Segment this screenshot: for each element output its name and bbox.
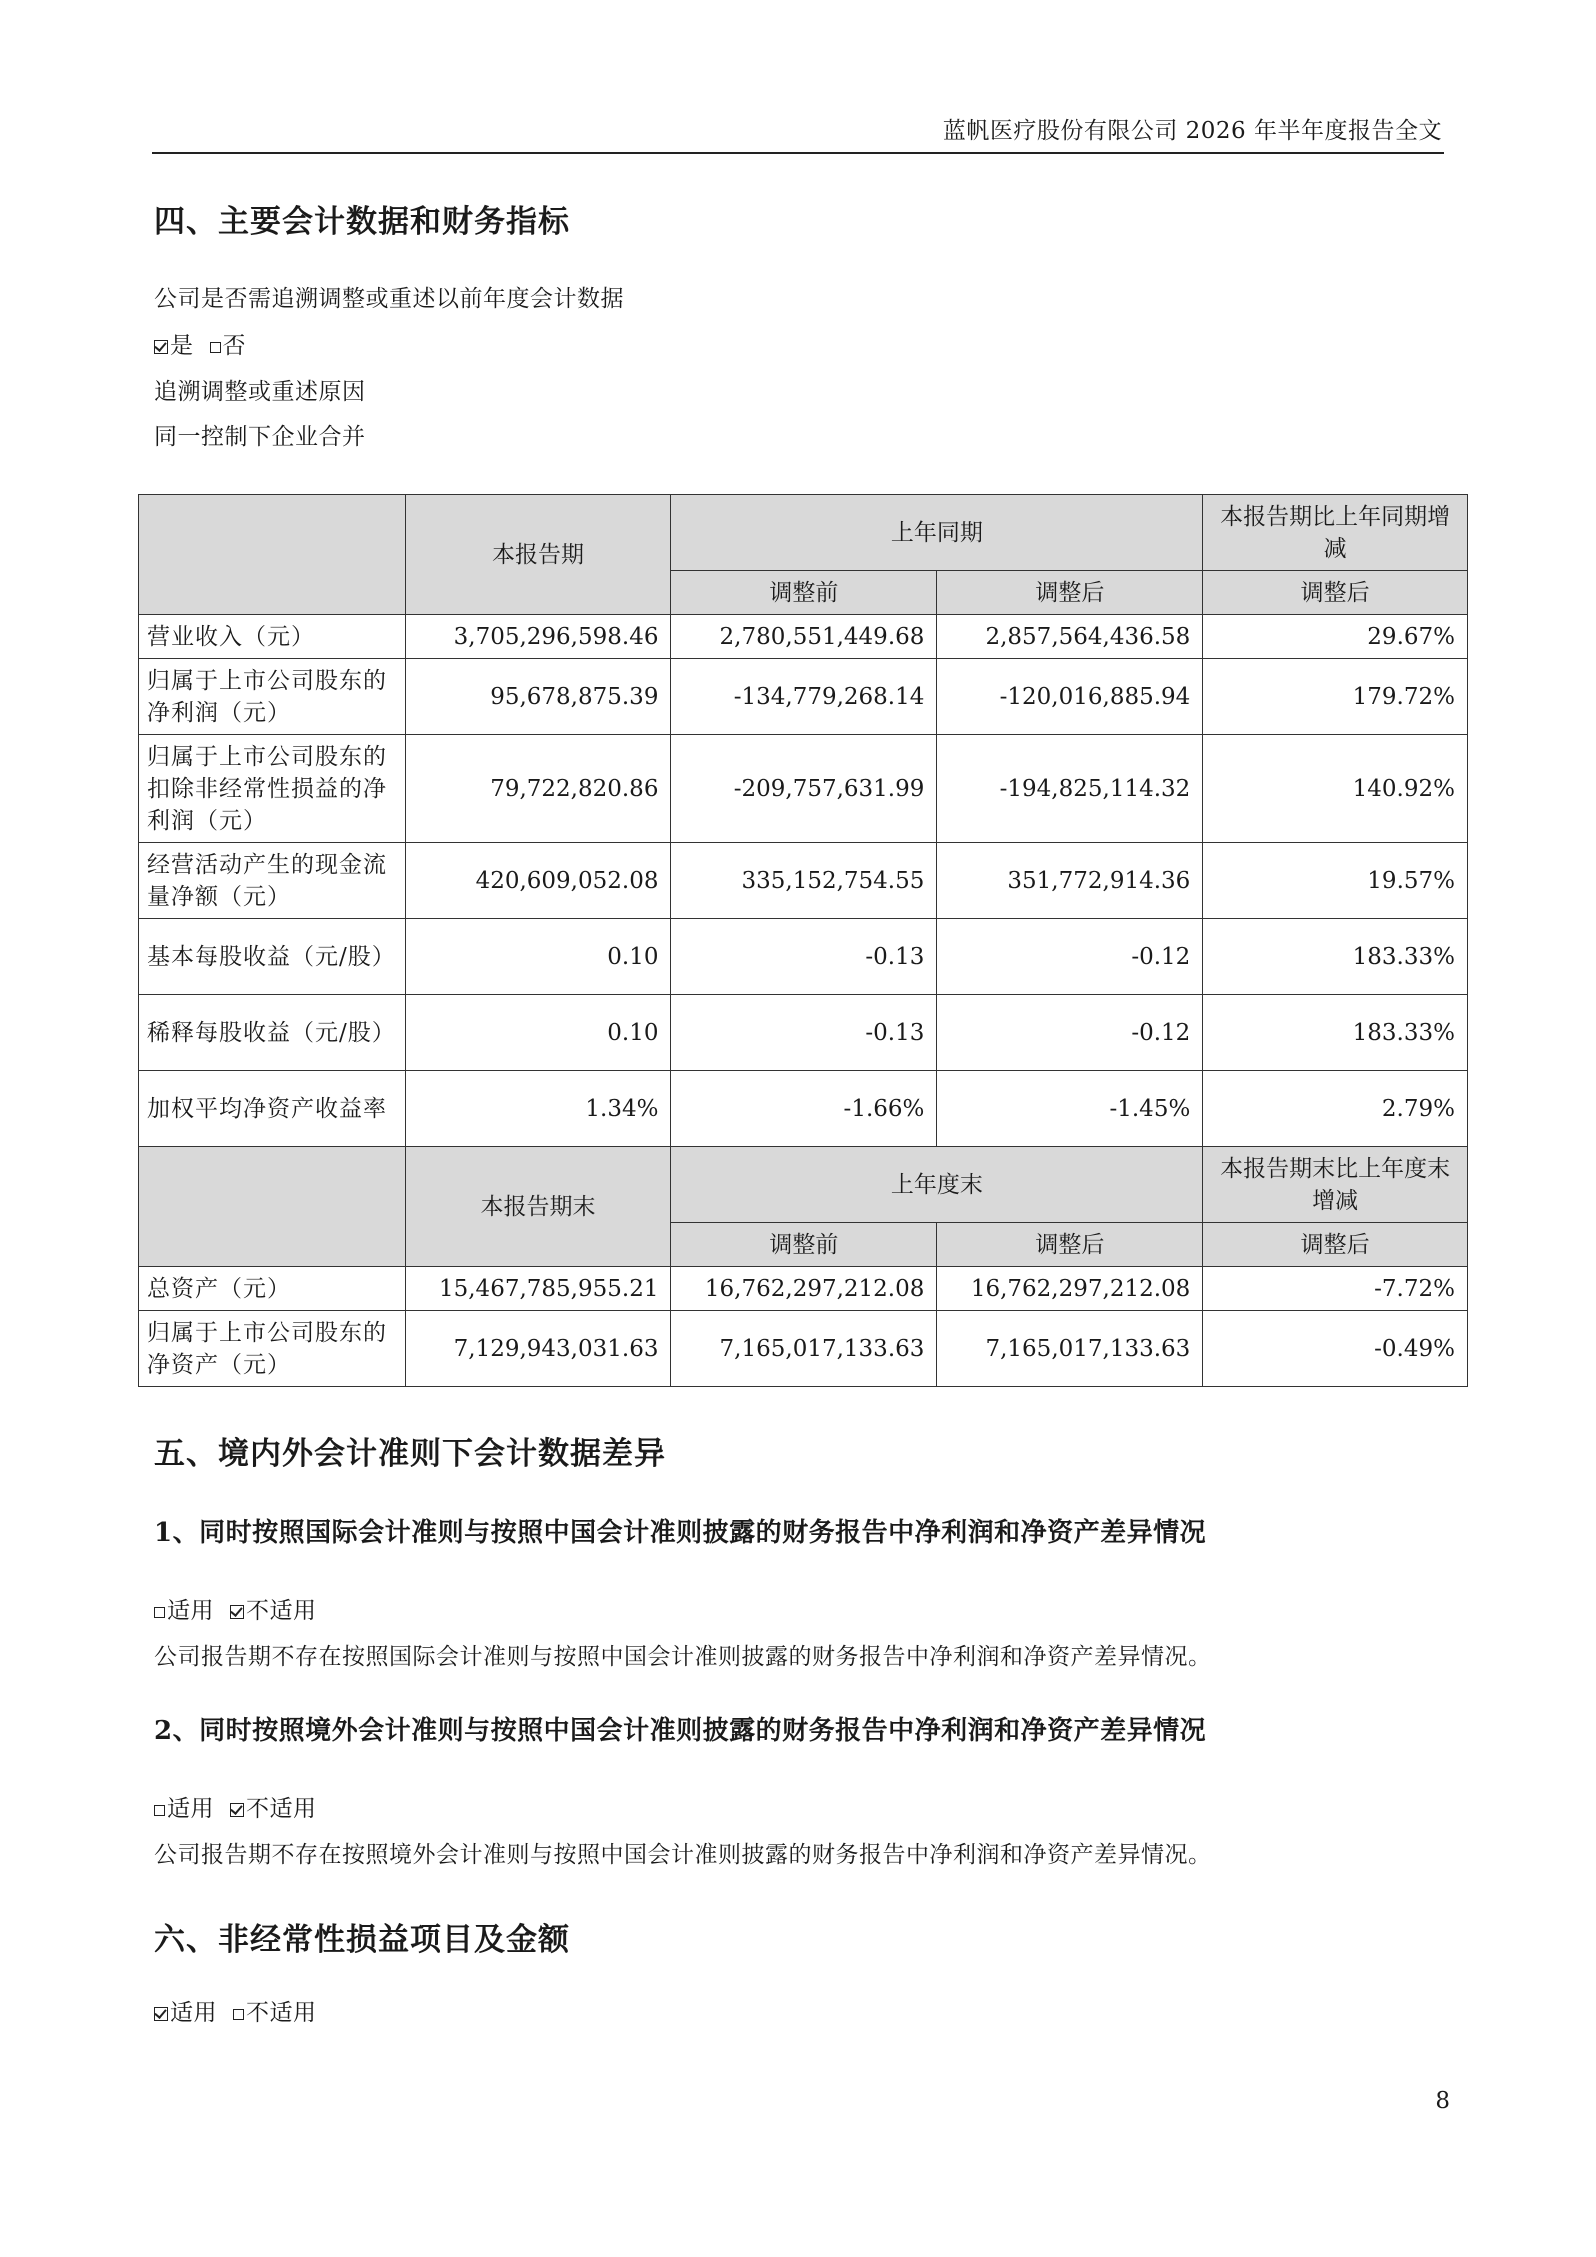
row-label: 经营活动产生的现金流量净额（元）	[139, 843, 406, 919]
cell-before: -134,779,268.14	[671, 659, 937, 735]
cell-current: 3,705,296,598.46	[405, 615, 671, 659]
checkbox-checked-icon	[154, 2007, 168, 2021]
row-label: 总资产（元）	[139, 1267, 406, 1311]
cell-change: 29.67%	[1203, 615, 1468, 659]
cell-current: 95,678,875.39	[405, 659, 671, 735]
cell-before: 16,762,297,212.08	[671, 1267, 937, 1311]
table-row	[139, 1311, 1468, 1387]
cell-change: 183.33%	[1203, 995, 1468, 1071]
page-number: 8	[1435, 2088, 1450, 2114]
sub2-statement: 公司报告期不存在按照境外会计准则与按照中国会计准则披露的财务报告中净利润和净资产差异情况。	[154, 1842, 1212, 1868]
header-change-after-adjustment: 调整后	[1203, 1223, 1468, 1267]
header-prior-year-end: 上年度末	[671, 1147, 1203, 1223]
section6-options	[154, 1994, 333, 2027]
cell-before: 2,780,551,449.68	[671, 615, 937, 659]
checkbox-checked-icon	[230, 1803, 244, 1817]
table-row	[139, 659, 1468, 735]
header-blank-cell	[139, 495, 406, 615]
table-row	[139, 843, 1468, 919]
restatement-question: 公司是否需追溯调整或重述以前年度会计数据	[154, 286, 624, 312]
section5-heading: 五、境内外会计准则下会计数据差异	[154, 1436, 666, 1472]
header-after-adjustment: 调整后	[937, 1223, 1203, 1267]
section6-heading: 六、非经常性损益项目及金额	[154, 1922, 570, 1958]
row-label: 归属于上市公司股东的净资产（元）	[139, 1311, 406, 1387]
option-not-applicable: 不适用	[233, 2000, 317, 2026]
cell-after: 2,857,564,436.58	[937, 615, 1203, 659]
cell-after: 7,165,017,133.63	[937, 1311, 1203, 1387]
cell-change: 179.72%	[1203, 659, 1468, 735]
cell-current: 15,467,785,955.21	[405, 1267, 671, 1311]
cell-before: -0.13	[671, 995, 937, 1071]
option-yes: 是	[154, 333, 194, 359]
section5-sub1-heading: 1、同时按照国际会计准则与按照中国会计准则披露的财务报告中净利润和净资产差异情况	[154, 1518, 1207, 1548]
cell-change: 183.33%	[1203, 919, 1468, 995]
checkbox-empty-icon	[233, 2009, 244, 2020]
cell-after: 16,762,297,212.08	[937, 1267, 1203, 1311]
cell-current: 0.10	[405, 919, 671, 995]
header-period-end: 本报告期末	[405, 1147, 671, 1267]
table-row	[139, 735, 1468, 843]
cell-after: -120,016,885.94	[937, 659, 1203, 735]
option-applicable: 适用	[154, 1796, 214, 1822]
header-before-adjustment: 调整前	[671, 1223, 937, 1267]
table-row	[139, 1267, 1468, 1311]
option-applicable: 适用	[154, 1598, 214, 1624]
checkbox-empty-icon	[154, 1805, 165, 1816]
cell-change: 19.57%	[1203, 843, 1468, 919]
table-row	[139, 1071, 1468, 1147]
header-before-adjustment: 调整前	[671, 571, 937, 615]
sub1-statement: 公司报告期不存在按照国际会计准则与按照中国会计准则披露的财务报告中净利润和净资产差异情况。	[154, 1644, 1212, 1670]
cell-current: 1.34%	[405, 1071, 671, 1147]
cell-current: 420,609,052.08	[405, 843, 671, 919]
sub2-options	[154, 1790, 333, 1823]
cell-current: 79,722,820.86	[405, 735, 671, 843]
cell-before: 335,152,754.55	[671, 843, 937, 919]
row-label: 稀释每股收益（元/股）	[139, 995, 406, 1071]
header-change: 本报告期比上年同期增减	[1203, 495, 1468, 571]
cell-change: 140.92%	[1203, 735, 1468, 843]
checkbox-empty-icon	[210, 342, 221, 353]
header-change: 本报告期末比上年度末增减	[1203, 1147, 1468, 1223]
table-row	[139, 995, 1468, 1071]
header-change-after-adjustment: 调整后	[1203, 571, 1468, 615]
cell-before: 7,165,017,133.63	[671, 1311, 937, 1387]
row-label: 基本每股收益（元/股）	[139, 919, 406, 995]
cell-change: 2.79%	[1203, 1071, 1468, 1147]
option-not-applicable: 不适用	[230, 1796, 317, 1822]
cell-change: -0.49%	[1203, 1311, 1468, 1387]
cell-after: 351,772,914.36	[937, 843, 1203, 919]
header-current-period: 本报告期	[405, 495, 671, 615]
cell-after: -1.45%	[937, 1071, 1203, 1147]
financial-indicators-table	[138, 494, 1468, 1387]
row-label: 归属于上市公司股东的扣除非经常性损益的净利润（元）	[139, 735, 406, 843]
cell-after: -0.12	[937, 995, 1203, 1071]
row-label: 归属于上市公司股东的净利润（元）	[139, 659, 406, 735]
header-blank-cell	[139, 1147, 406, 1267]
section5-sub2-heading: 2、同时按照境外会计准则与按照中国会计准则披露的财务报告中净利润和净资产差异情况	[154, 1716, 1207, 1746]
cell-before: -0.13	[671, 919, 937, 995]
cell-current: 7,129,943,031.63	[405, 1311, 671, 1387]
table-row	[139, 615, 1468, 659]
cell-after: -194,825,114.32	[937, 735, 1203, 843]
cell-current: 0.10	[405, 995, 671, 1071]
option-applicable: 适用	[154, 2000, 217, 2026]
option-not-applicable: 不适用	[230, 1598, 317, 1624]
row-label: 营业收入（元）	[139, 615, 406, 659]
table-row	[139, 919, 1468, 995]
cell-change: -7.72%	[1203, 1267, 1468, 1311]
option-no: 否	[210, 333, 247, 359]
section4-heading: 四、主要会计数据和财务指标	[154, 204, 570, 240]
row-label: 加权平均净资产收益率	[139, 1071, 406, 1147]
checkbox-empty-icon	[154, 1607, 165, 1618]
restatement-options	[154, 327, 262, 360]
header-prior-period: 上年同期	[671, 495, 1203, 571]
cell-before: -1.66%	[671, 1071, 937, 1147]
checkbox-checked-icon	[154, 340, 168, 354]
sub1-options	[154, 1592, 333, 1625]
checkbox-checked-icon	[230, 1605, 244, 1619]
cell-after: -0.12	[937, 919, 1203, 995]
header-after-adjustment: 调整后	[937, 571, 1203, 615]
cell-before: -209,757,631.99	[671, 735, 937, 843]
page-header-title: 蓝帆医疗股份有限公司 2026 年半年度报告全文	[942, 118, 1442, 144]
header-divider	[152, 152, 1444, 154]
restatement-reason: 同一控制下企业合并	[154, 424, 366, 450]
restatement-reason-label: 追溯调整或重述原因	[154, 379, 366, 405]
